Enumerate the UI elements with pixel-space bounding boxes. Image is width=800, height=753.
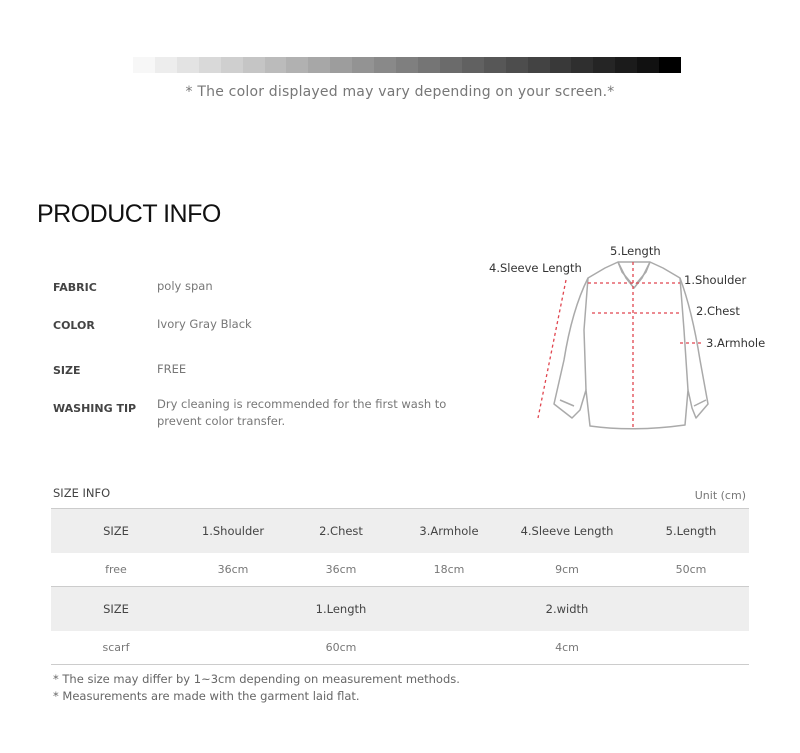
gradient-swatch bbox=[396, 57, 418, 73]
table-header-cell: 3.Armhole bbox=[397, 509, 501, 554]
table-header-cell: 1.Shoulder bbox=[181, 509, 285, 554]
table-header-cell bbox=[633, 587, 749, 632]
gradient-swatch bbox=[440, 57, 462, 73]
color-label: COLOR bbox=[53, 319, 95, 332]
diagram-label-length: 5.Length bbox=[610, 244, 661, 258]
table-header-cell: 1.Length bbox=[181, 587, 501, 632]
gradient-swatch bbox=[374, 57, 396, 73]
table-cell: 9cm bbox=[501, 553, 633, 587]
table-cell: 36cm bbox=[285, 553, 397, 587]
table-cell bbox=[633, 631, 749, 665]
gradient-swatch bbox=[352, 57, 374, 73]
table-header-cell: SIZE bbox=[51, 509, 181, 554]
gradient-swatch bbox=[133, 57, 155, 73]
size-value: FREE bbox=[157, 362, 187, 376]
table-header-cell: 5.Length bbox=[633, 509, 749, 554]
gradient-swatch bbox=[418, 57, 440, 73]
footnote: * Measurements are made with the garment laid flat. bbox=[53, 689, 360, 703]
gradient-swatch bbox=[571, 57, 593, 73]
gradient-swatch bbox=[308, 57, 330, 73]
table-header-cell: 4.Sleeve Length bbox=[501, 509, 633, 554]
gradient-swatch bbox=[659, 57, 681, 73]
table-header-row bbox=[51, 509, 749, 554]
gradient-swatch bbox=[221, 57, 243, 73]
diagram-label-chest: 2.Chest bbox=[696, 304, 740, 318]
gradient-swatch bbox=[199, 57, 221, 73]
fabric-label: FABRIC bbox=[53, 281, 97, 294]
table-header-cell: 2.width bbox=[501, 587, 633, 632]
table-cell: 18cm bbox=[397, 553, 501, 587]
diagram-label-armhole: 3.Armhole bbox=[706, 336, 766, 350]
diagram-label-sleeve-length: 4.Sleeve Length bbox=[489, 261, 582, 275]
footnotes bbox=[53, 671, 460, 705]
garment-diagram bbox=[480, 240, 780, 440]
table-cell: 50cm bbox=[633, 553, 749, 587]
table-header-row bbox=[51, 587, 749, 632]
gradient-swatch bbox=[615, 57, 637, 73]
color-disclaimer: * The color displayed may vary depending on your screen.* bbox=[185, 84, 615, 100]
table-cell: free bbox=[51, 553, 181, 587]
washing-label: WASHING TIP bbox=[53, 402, 137, 415]
washing-value: Dry cleaning is recommended for the first wash to prevent color transfer. bbox=[157, 397, 447, 428]
gradient-swatch bbox=[177, 57, 199, 73]
page-title: PRODUCT INFO bbox=[37, 200, 221, 228]
diagram-label-shoulder: 1.Shoulder bbox=[684, 273, 747, 287]
color-gradient-bar bbox=[133, 57, 681, 73]
gradient-swatch bbox=[484, 57, 506, 73]
gradient-swatch bbox=[528, 57, 550, 73]
table-cell: scarf bbox=[51, 631, 181, 665]
footnote: * The size may differ by 1~3cm depending on measurement methods. bbox=[53, 672, 460, 686]
gradient-swatch bbox=[637, 57, 659, 73]
fabric-value: poly span bbox=[157, 279, 213, 293]
table-cell: 36cm bbox=[181, 553, 285, 587]
size-label: SIZE bbox=[53, 364, 81, 377]
unit-label: Unit (cm) bbox=[694, 489, 746, 502]
gradient-swatch bbox=[330, 57, 352, 73]
gradient-swatch bbox=[550, 57, 572, 73]
gradient-swatch bbox=[155, 57, 177, 73]
gradient-swatch bbox=[265, 57, 287, 73]
table-cell: 4cm bbox=[501, 631, 633, 665]
table-header-cell: SIZE bbox=[51, 587, 181, 632]
gradient-swatch bbox=[243, 57, 265, 73]
gradient-swatch bbox=[286, 57, 308, 73]
size-info-title: SIZE INFO bbox=[53, 486, 111, 500]
gradient-swatch bbox=[593, 57, 615, 73]
table-cell: 60cm bbox=[181, 631, 501, 665]
table-row bbox=[51, 553, 749, 587]
size-table bbox=[51, 508, 749, 665]
color-value: Ivory Gray Black bbox=[157, 317, 252, 331]
table-header-cell: 2.Chest bbox=[285, 509, 397, 554]
gradient-swatch bbox=[462, 57, 484, 73]
gradient-swatch bbox=[506, 57, 528, 73]
table-row bbox=[51, 631, 749, 665]
